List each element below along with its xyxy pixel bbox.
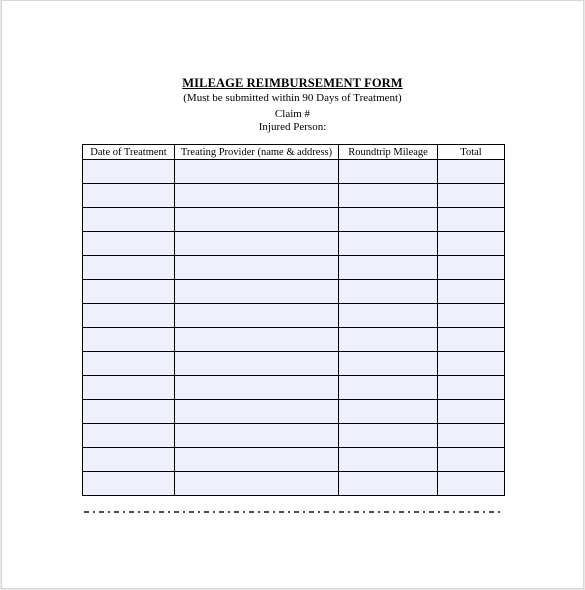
- provider-cell[interactable]: [175, 280, 339, 304]
- mileage-cell[interactable]: [339, 280, 438, 304]
- table-row: [83, 472, 505, 496]
- table-row: [83, 328, 505, 352]
- table-row: [83, 424, 505, 448]
- date-cell[interactable]: [83, 232, 175, 256]
- total-cell[interactable]: [438, 376, 505, 400]
- total-cell[interactable]: [438, 328, 505, 352]
- document-page: [1, 0, 584, 589]
- mileage-cell[interactable]: [339, 304, 438, 328]
- mileage-cell[interactable]: [339, 376, 438, 400]
- injured-person-label: Injured Person:: [258, 121, 327, 133]
- provider-cell[interactable]: [175, 328, 339, 352]
- table-row: [83, 376, 505, 400]
- date-cell[interactable]: [83, 304, 175, 328]
- total-cell[interactable]: [438, 472, 505, 496]
- mileage-cell[interactable]: [339, 208, 438, 232]
- mileage-cell[interactable]: [339, 352, 438, 376]
- table-header-row: [83, 145, 505, 160]
- mileage-cell[interactable]: [339, 424, 438, 448]
- provider-cell[interactable]: [175, 232, 339, 256]
- form-subtitle: (Must be submitted within 90 Days of Treatment): [183, 92, 402, 104]
- mileage-cell[interactable]: [339, 256, 438, 280]
- mileage-cell[interactable]: [339, 400, 438, 424]
- header-roundtrip-mileage: Roundtrip Mileage: [339, 145, 438, 160]
- table-row: [83, 280, 505, 304]
- mileage-cell[interactable]: [339, 472, 438, 496]
- date-cell[interactable]: [83, 352, 175, 376]
- date-cell[interactable]: [83, 472, 175, 496]
- date-cell[interactable]: [83, 280, 175, 304]
- date-cell[interactable]: [83, 256, 175, 280]
- provider-cell[interactable]: [175, 256, 339, 280]
- total-cell[interactable]: [438, 160, 505, 184]
- total-cell[interactable]: [438, 424, 505, 448]
- mileage-cell[interactable]: [339, 232, 438, 256]
- mileage-cell[interactable]: [339, 328, 438, 352]
- date-cell[interactable]: [83, 424, 175, 448]
- header-date-of-treatment: Date of Treatment: [83, 145, 175, 160]
- date-cell[interactable]: [83, 376, 175, 400]
- provider-cell[interactable]: [175, 184, 339, 208]
- table-row: [83, 232, 505, 256]
- date-cell[interactable]: [83, 208, 175, 232]
- table-row: [83, 352, 505, 376]
- table-row: [83, 208, 505, 232]
- date-cell[interactable]: [83, 448, 175, 472]
- provider-cell[interactable]: [175, 376, 339, 400]
- table-row: [83, 448, 505, 472]
- total-cell[interactable]: [438, 208, 505, 232]
- date-cell[interactable]: [83, 160, 175, 184]
- total-cell[interactable]: [438, 256, 505, 280]
- total-cell[interactable]: [438, 448, 505, 472]
- claim-number-label: Claim #: [274, 108, 311, 120]
- date-cell[interactable]: [83, 328, 175, 352]
- provider-cell[interactable]: [175, 448, 339, 472]
- cut-off-footer-text: [84, 509, 502, 515]
- form-title: MILEAGE REIMBURSEMENT FORM: [182, 76, 403, 90]
- table-row: [83, 304, 505, 328]
- total-cell[interactable]: [438, 232, 505, 256]
- total-cell[interactable]: [438, 400, 505, 424]
- mileage-cell[interactable]: [339, 184, 438, 208]
- date-cell[interactable]: [83, 400, 175, 424]
- total-cell[interactable]: [438, 280, 505, 304]
- provider-cell[interactable]: [175, 208, 339, 232]
- header-total: Total: [438, 145, 505, 160]
- mileage-cell[interactable]: [339, 160, 438, 184]
- header-treating-provider: Treating Provider (name & address): [175, 145, 339, 160]
- provider-cell[interactable]: [175, 472, 339, 496]
- provider-cell[interactable]: [175, 160, 339, 184]
- mileage-cell[interactable]: [339, 448, 438, 472]
- provider-cell[interactable]: [175, 424, 339, 448]
- table-row: [83, 184, 505, 208]
- total-cell[interactable]: [438, 184, 505, 208]
- mileage-table: [82, 144, 505, 496]
- table-row: [83, 256, 505, 280]
- table-row: [83, 160, 505, 184]
- provider-cell[interactable]: [175, 352, 339, 376]
- total-cell[interactable]: [438, 304, 505, 328]
- total-cell[interactable]: [438, 352, 505, 376]
- date-cell[interactable]: [83, 184, 175, 208]
- provider-cell[interactable]: [175, 304, 339, 328]
- table-row: [83, 400, 505, 424]
- provider-cell[interactable]: [175, 400, 339, 424]
